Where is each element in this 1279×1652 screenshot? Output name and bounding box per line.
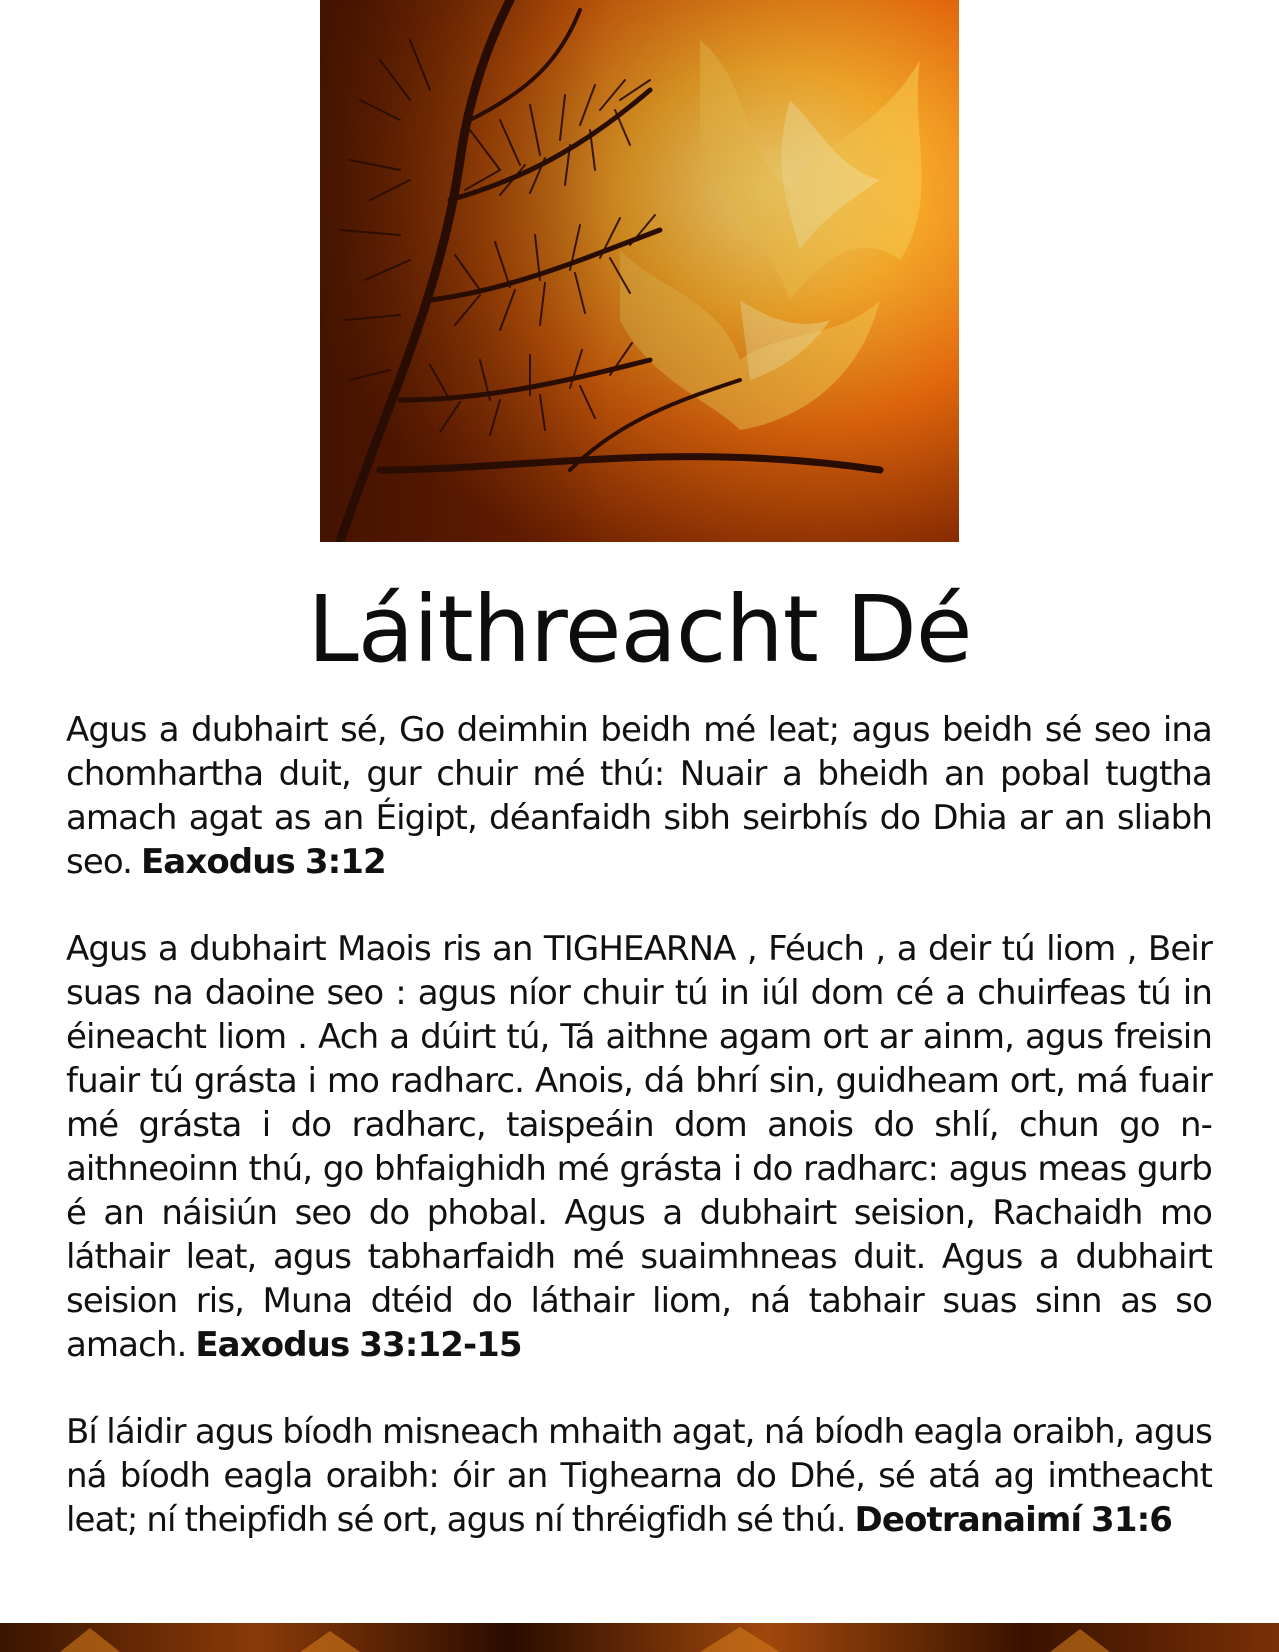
verse-paragraph [66, 708, 1212, 884]
verse-text: Bí láidir agus bíodh misneach mhaith agat, ná bíodh eagla oraibh, agus ná bíodh eagla oraibh: óir an Tighearna do Dhé, sé atá ag imtheacht leat; ní theipfidh sé ort, agus ní thréigfidh sé thú. [66, 1412, 1212, 1540]
fire-strip-graphic [0, 1623, 1279, 1652]
verse-text: Agus a dubhairt sé, Go deimhin beidh mé leat; agus beidh sé seo ina chomhartha duit, gur chuir mé thú: Nuair a bheidh an pobal tugtha amach agat as an Éigipt, déanfaidh sibh seirbhís do Dhia ar an sliabh seo. [66, 710, 1212, 882]
page-title: Láithreacht Dé [307, 576, 972, 683]
verse-reference: Deotranaimí 31:6 [854, 1500, 1173, 1540]
verse-reference: Eaxodus 3:12 [140, 842, 386, 882]
verse-reference: Eaxodus 33:12-15 [195, 1325, 522, 1365]
verse-text: Agus a dubhairt Maois ris an TIGHEARNA , Féuch , a deir tú liom , Beir suas na daoine seo : agus níor chuir tú in iúl dom cé a chuirfeas tú in éineacht liom . Ach a dúirt tú, Tá aithne agam ort ar ainm, agus freisin fuair tú grásta i mo radharc. Anois, dá bhrí sin, guidheam ort, má fuair mé grásta i do radharc, taispeáin dom anois do shlí, chun go n-aithneoinn thú, go bhfaighidh mé grásta i do radharc: agus meas gurb é an náisiún seo do phobal. Agus a dubhairt seision, Rachaidh mo láthair leat, agus tabharfaidh mé suaimhneas duit. Agus a dubhairt seision ris, Muna dtéid do láthair liom, ná tabhair suas sinn as so amach. [66, 929, 1212, 1365]
verse-paragraph [66, 927, 1212, 1367]
burning-bush-image [320, 0, 959, 542]
fire-strip-image [0, 1623, 1279, 1652]
verses-content [66, 708, 1212, 1585]
verse-paragraph [66, 1410, 1212, 1542]
burning-bush-graphic [320, 0, 959, 542]
